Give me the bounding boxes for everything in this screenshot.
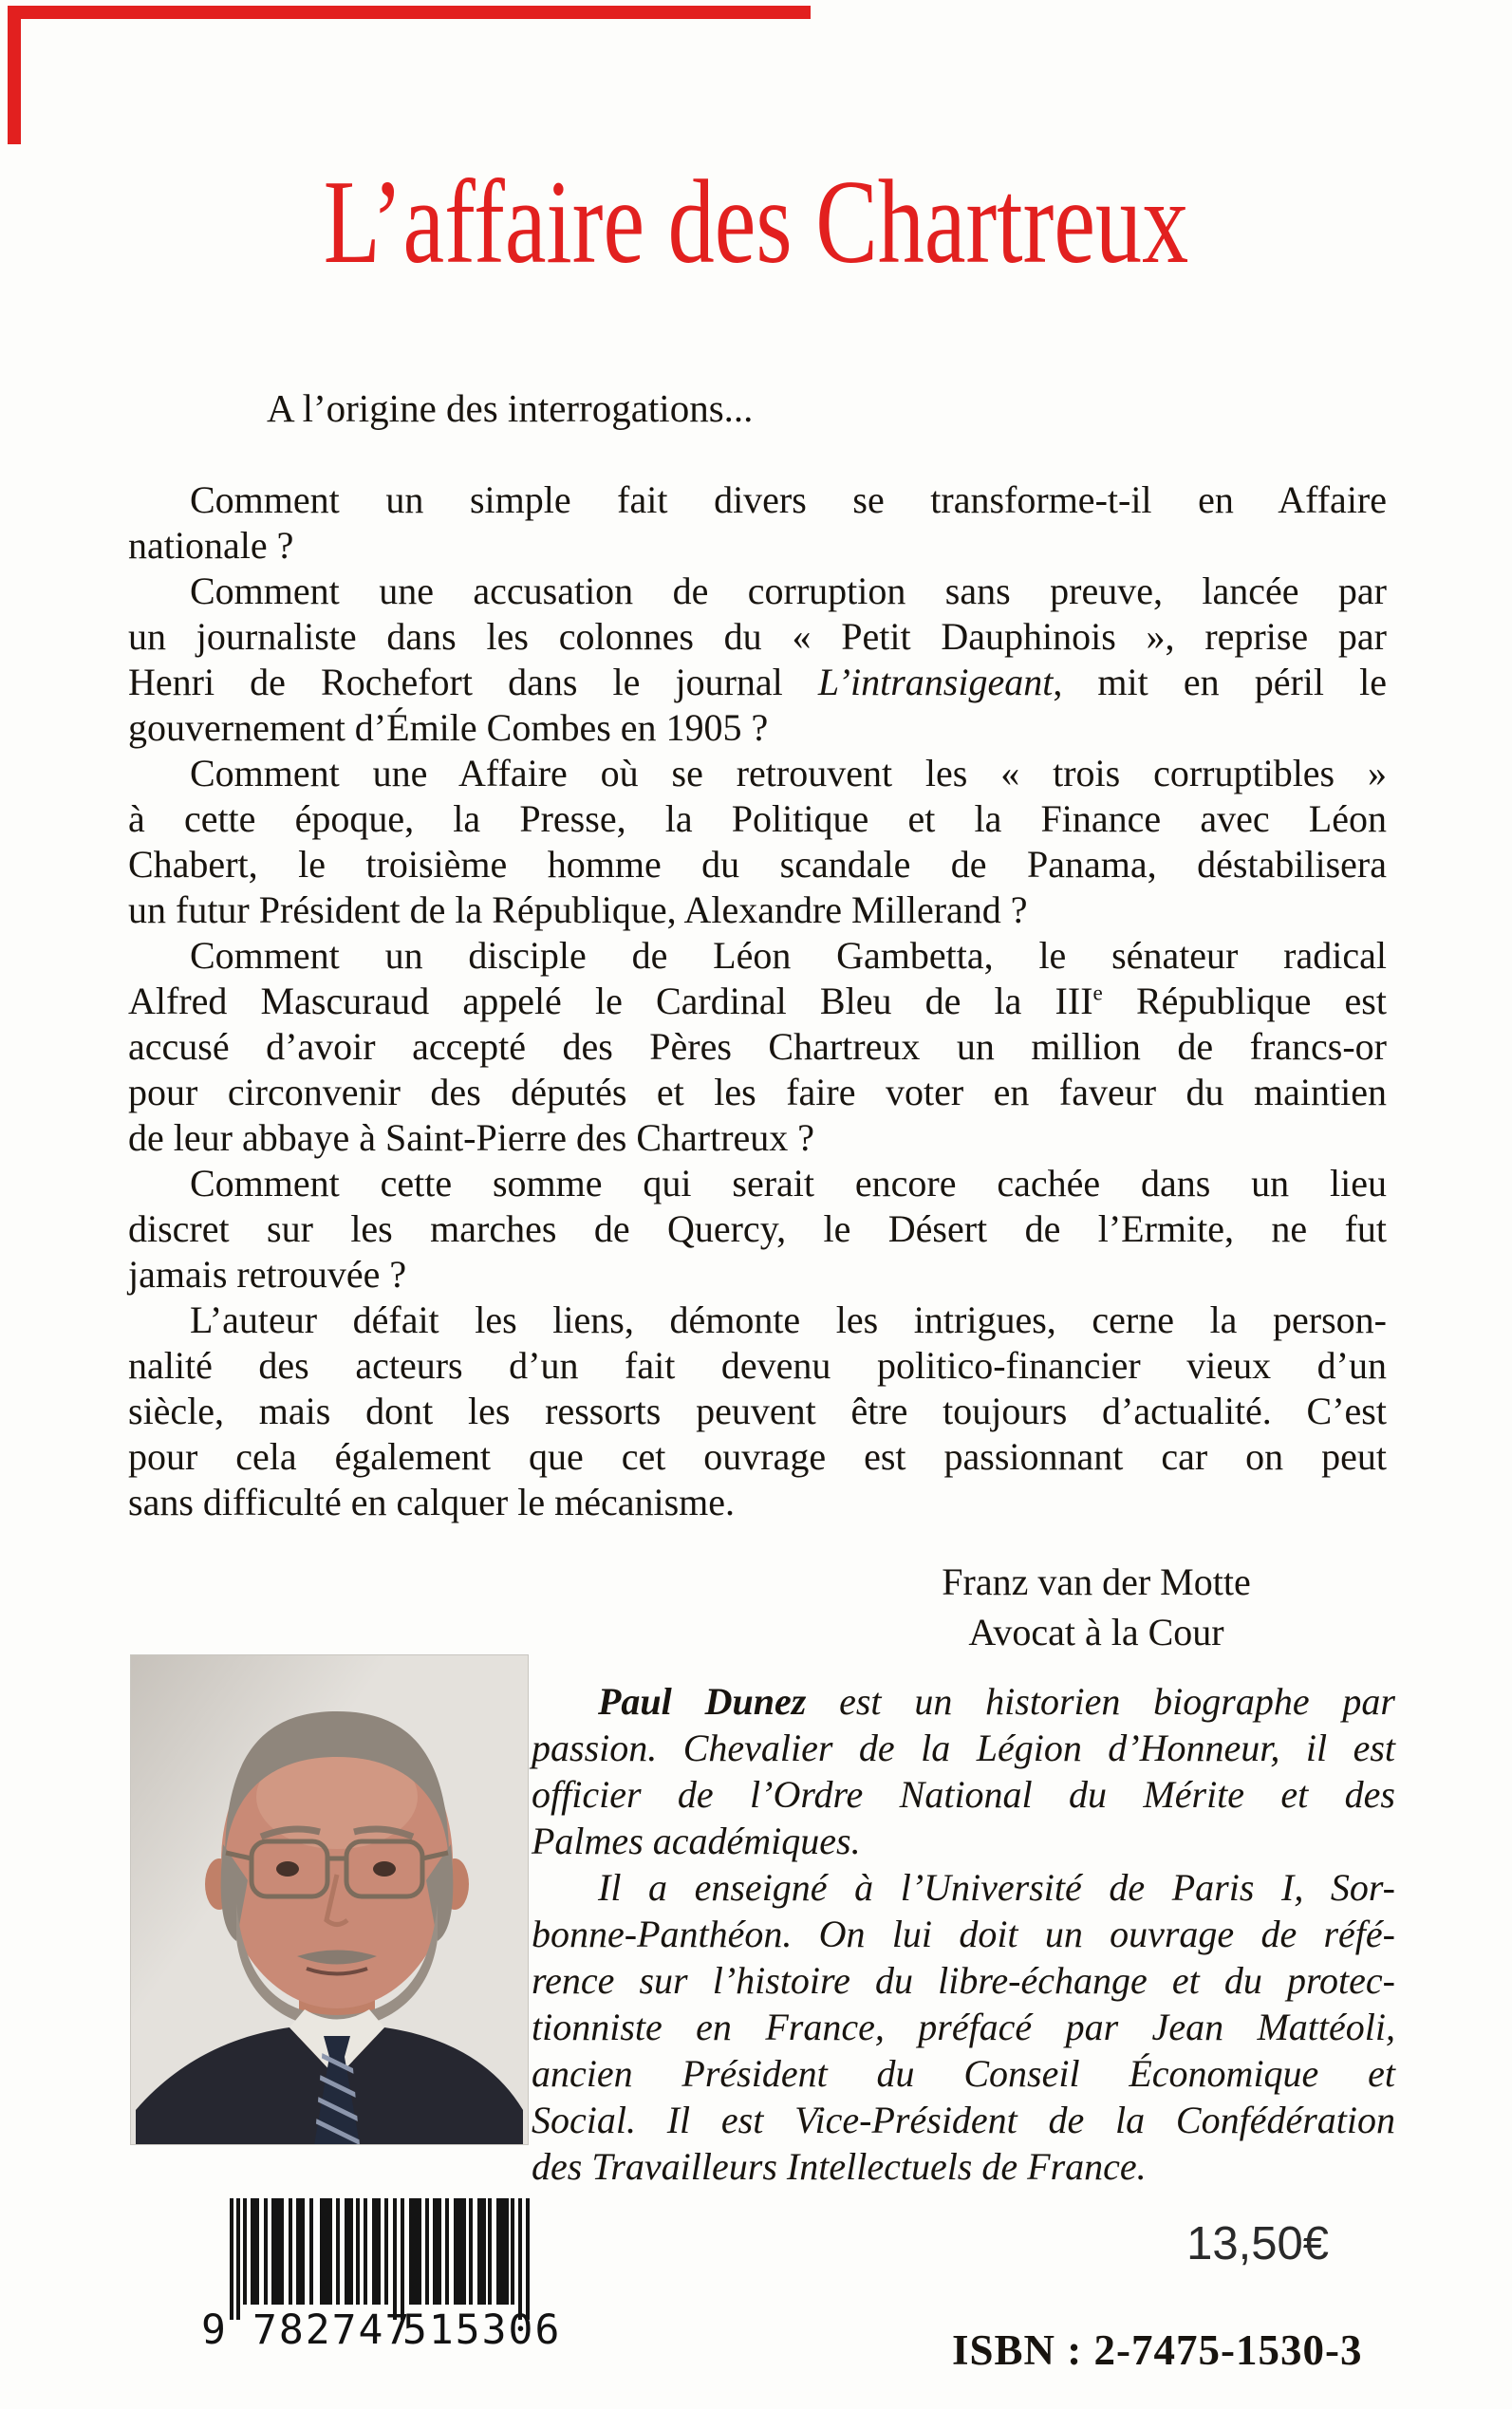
text-line: sans difficulté en calquer le mécanisme. <box>128 1481 736 1523</box>
text-line: Il a enseigné à l’Université de Paris I, Sor- <box>598 1866 1395 1909</box>
author-bio <box>532 1678 1395 2190</box>
text-line: siècle, mais dont les ressorts peuvent être toujours d’actualité. C’est <box>128 1390 1387 1432</box>
page-title: L’affaire des Chartreux <box>323 157 1189 289</box>
text-line: Comment cette somme qui serait encore cachée dans un lieu <box>190 1162 1387 1204</box>
paragraph <box>128 569 1387 751</box>
ean-barcode <box>201 2198 562 2379</box>
isbn-label: ISBN : 2-7475-1530-3 <box>952 2326 1363 2374</box>
text-line: passion. Chevalier de la Légion d’Honneur, il est <box>532 1727 1395 1769</box>
text-line: des Travailleurs Intellectuels de France. <box>532 2145 1147 2188</box>
text-line: Comment une Affaire où se retrouvent les « trois corruptibles » <box>190 752 1387 794</box>
red-frame-left-line <box>8 6 21 144</box>
paragraph <box>128 477 1387 569</box>
barcode-digits <box>201 2306 562 2363</box>
synopsis-text <box>128 477 1387 1525</box>
paragraph <box>128 1298 1387 1525</box>
text-line: Chabert, le troisième homme du scandale de Panama, déstabilisera <box>128 843 1387 886</box>
signature-role: Avocat à la Cour <box>968 1611 1224 1653</box>
text-line: accusé d’avoir accepté des Pères Chartreux un million de francs-or <box>128 1025 1387 1068</box>
text-line: tionniste en France, préfacé par Jean Mattéoli, <box>532 2006 1395 2048</box>
text-line: Comment une accusation de corruption sans preuve, lancée par <box>190 570 1387 612</box>
paragraph <box>532 1864 1395 2190</box>
paragraph <box>128 1161 1387 1298</box>
paragraph <box>532 1678 1395 1864</box>
barcode-bars <box>230 2198 533 2324</box>
text-line: Alfred Mascuraud appelé le Cardinal Bleu de la IIIe République est <box>128 980 1387 1022</box>
signature-block <box>883 1557 1310 1657</box>
text-line: Palmes académiques. <box>532 1820 861 1862</box>
text-line: Paul Dunez est un historien biographe par <box>598 1680 1395 1723</box>
text-line: Comment un disciple de Léon Gambetta, le sénateur radical <box>190 934 1387 977</box>
text-line: pour circonvenir des députés et les faire voter en faveur du maintien <box>128 1071 1387 1113</box>
paragraph <box>128 751 1387 933</box>
intro-line: A l’origine des interrogations... <box>267 386 754 430</box>
text-line: gouvernement d’Émile Combes en 1905 ? <box>128 706 769 749</box>
text-line: officier de l’Ordre National du Mérite et des <box>532 1773 1395 1816</box>
text-line: un futur Président de la République, Alexandre Millerand ? <box>128 888 1028 931</box>
barcode-digit-group2: 515306 <box>402 2306 562 2354</box>
paragraph <box>128 933 1387 1161</box>
text-line: à cette époque, la Presse, la Politique et la Finance avec Léon <box>128 797 1387 840</box>
text-line: nationale ? <box>128 524 294 567</box>
text-line: ancien Président du Conseil Économique et <box>532 2052 1395 2095</box>
red-frame-top-line <box>8 6 811 19</box>
text-line: Henri de Rochefort dans le journal L’intransigeant, mit en péril le <box>128 661 1387 703</box>
text-line: nalité des acteurs d’un fait devenu politico-financier vieux d’un <box>128 1344 1387 1387</box>
barcode-digit-group1: 782747 <box>252 2306 412 2354</box>
text-line: L’auteur défait les liens, démonte les intrigues, cerne la person- <box>190 1298 1387 1341</box>
text-line: discret sur les marches de Quercy, le Désert de l’Ermite, ne fut <box>128 1207 1387 1250</box>
text-line: un journaliste dans les colonnes du « Petit Dauphinois », reprise par <box>128 615 1387 658</box>
text-line: Social. Il est Vice-Président de la Confédération <box>532 2099 1395 2141</box>
author-photo <box>130 1654 529 2145</box>
text-line: pour cela également que cet ouvrage est passionnant car on peut <box>128 1435 1387 1478</box>
signature-name: Franz van der Motte <box>942 1560 1251 1603</box>
text-line: bonne-Panthéon. On lui doit un ouvrage de réfé- <box>532 1913 1395 1955</box>
barcode-digit-lead: 9 <box>201 2306 226 2354</box>
text-line: rence sur l’histoire du libre-échange et du protec- <box>532 1959 1395 2002</box>
text-line: de leur abbaye à Saint-Pierre des Chartreux ? <box>128 1116 815 1159</box>
price-label: 13,50€ <box>1186 2218 1329 2269</box>
text-line: jamais retrouvée ? <box>128 1253 407 1296</box>
text-line: Comment un simple fait divers se transforme-t-il en Affaire <box>190 478 1387 521</box>
